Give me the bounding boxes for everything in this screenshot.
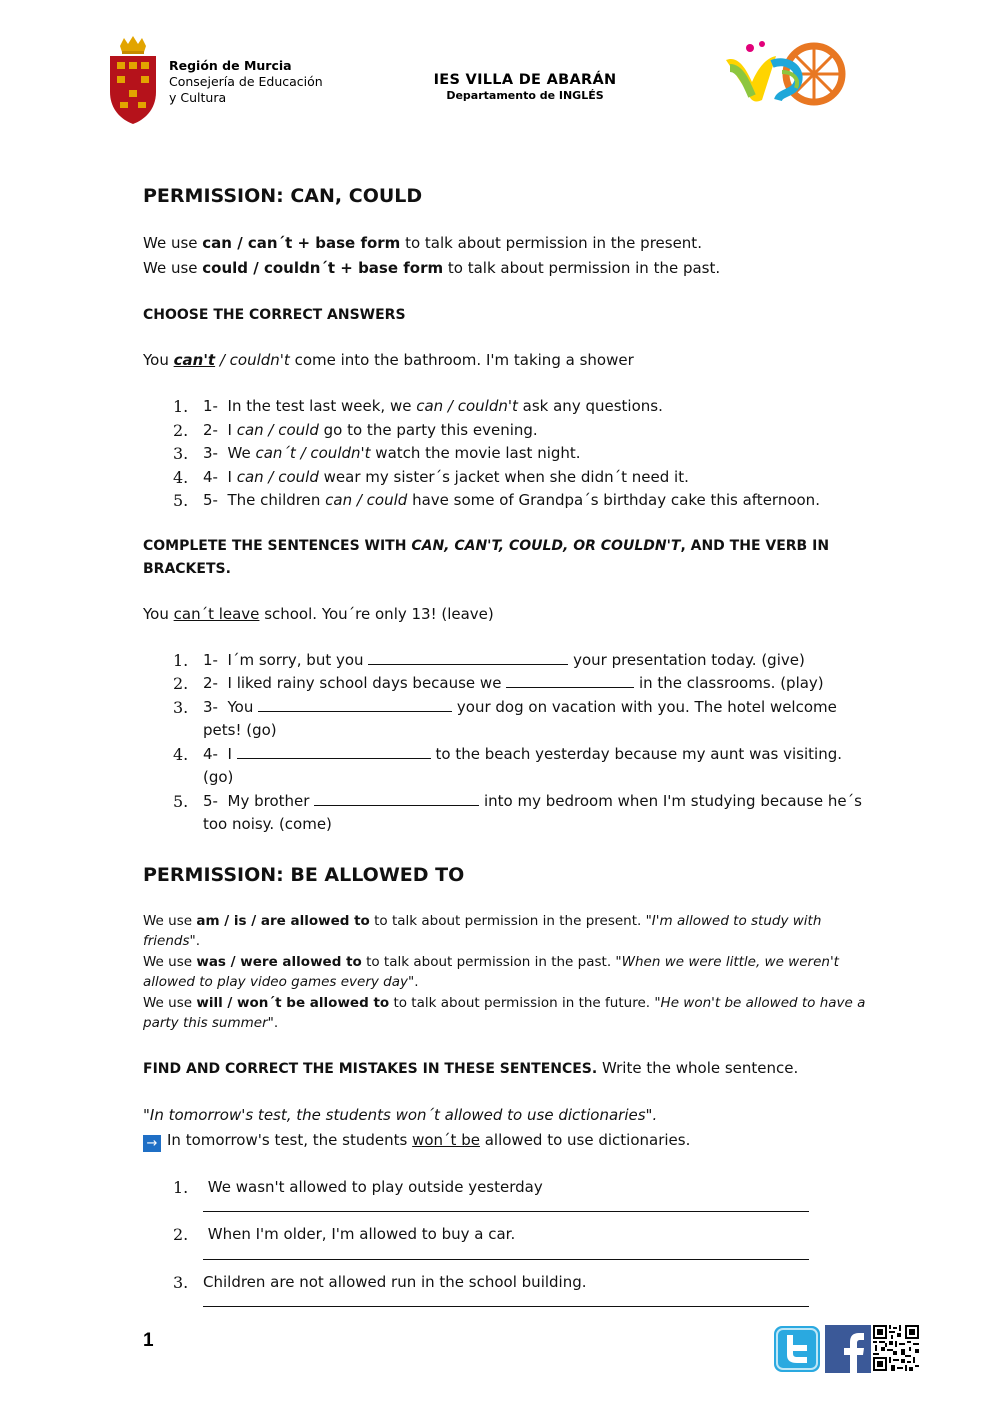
- exercise2-list: [143, 649, 873, 837]
- region-label: [169, 58, 323, 106]
- exercise2-instruction: COMPLETE THE SENTENCES WITH CAN, CAN'T, COULD, OR COULDN'T, AND THE VERB IN BRACKETS.: [143, 537, 830, 577]
- list-item: 3. 3- You your dog on vacation with you. The hotel welcome pets! (go): [173, 697, 837, 739]
- list-item: 4. 4- I to the beach yesterday because my aunt was visiting. (go): [173, 744, 842, 786]
- list-item: 4. 4- I can / could wear my sister´s jacket when she didn´t need it.: [173, 467, 689, 487]
- rule-can: We use can / can´t + base form to talk about permission in the present.: [143, 234, 702, 252]
- school-heading: [400, 72, 650, 102]
- exercise1-example: You can't / couldn't come into the bathroom. I'm taking a shower: [143, 351, 634, 369]
- murcia-crest-icon: [108, 36, 158, 124]
- facebook-icon[interactable]: [825, 1325, 871, 1373]
- answer-line[interactable]: [203, 1247, 809, 1260]
- rule-past: We use was / were allowed to to talk about permission in the past. "When we were little, we weren't allowed to play video games every day".: [143, 953, 839, 990]
- page-number: 1: [143, 1330, 154, 1351]
- list-item: 1. 1- I´m sorry, but you your presentation today. (give): [173, 650, 805, 670]
- region-department: Consejería de Educación: [169, 74, 323, 89]
- list-item: 3. 3- We can´t / couldn't watch the movie last night.: [173, 444, 581, 463]
- twitter-icon[interactable]: [773, 1325, 821, 1373]
- list-item: 2. 2- I can / could go to the party this evening.: [173, 420, 538, 440]
- exercise2-example: You can´t leave school. You´re only 13! (leave): [143, 604, 494, 623]
- exercise3-example-wrong: "In tomorrow's test, the students won´t allowed to use dictionaries".: [143, 1105, 658, 1124]
- answer-blank[interactable]: [314, 791, 479, 806]
- list-item: 3. Children are not allowed run in the school building.: [173, 1272, 587, 1292]
- exercise3-list: [143, 1176, 873, 1308]
- list-item: 2. When I'm older, I'm allowed to buy a car.: [173, 1225, 516, 1244]
- rule-future: We use will / won´t be allowed to to talk about permission in the future. "He won't be allowed to have a party this summer".: [143, 994, 866, 1031]
- answer-blank[interactable]: [237, 744, 431, 759]
- list-item: 5. 5- The children can / could have some of Grandpa´s birthday cake this afternoon.: [173, 491, 820, 510]
- rule-present: We use am / is / are allowed to to talk about permission in the present. "I'm allowed to study with friends".: [143, 912, 822, 949]
- section-title-be-allowed-to: PERMISSION: BE ALLOWED TO: [143, 863, 465, 886]
- answer-line[interactable]: [203, 1294, 809, 1307]
- answer-line[interactable]: [203, 1199, 809, 1212]
- answer-blank[interactable]: [258, 697, 452, 712]
- school-name: IES VILLA DE ABARÁN: [433, 72, 617, 88]
- exercise3-instruction: FIND AND CORRECT THE MISTAKES IN THESE SENTENCES. Write the whole sentence.: [143, 1058, 799, 1077]
- list-item: 5. 5- My brother into my bedroom when I'm studying because he´s too noisy. (come): [173, 791, 862, 833]
- exercise1-instruction: CHOOSE THE CORRECT ANSWERS: [143, 307, 406, 323]
- rule-could: We use could / couldn´t + base form to talk about permission in the past.: [143, 259, 721, 277]
- answer-blank[interactable]: [506, 673, 634, 688]
- school-logo-icon: [722, 38, 852, 114]
- qr-code-icon[interactable]: [873, 1325, 919, 1371]
- worksheet-content: [143, 180, 873, 1307]
- section-title-can-could: PERMISSION: CAN, COULD: [143, 185, 423, 207]
- list-item: 1. 1- In the test last week, we can / couldn't ask any questions.: [173, 397, 663, 416]
- exercise1-list: [143, 395, 873, 513]
- answer-blank[interactable]: [368, 650, 568, 665]
- region-name: Región de Murcia: [169, 58, 292, 73]
- list-item: 2. 2- I liked rainy school days because we in the classrooms. (play): [173, 674, 824, 693]
- arrow-right-icon: →: [143, 1135, 161, 1152]
- department-name: Departamento de INGLÉS: [446, 89, 604, 102]
- exercise3-example-fix: → In tomorrow's test, the students won´t be allowed to use dictionaries.: [143, 1129, 873, 1152]
- region-department-2: y Cultura: [169, 90, 227, 105]
- list-item: 1. We wasn't allowed to play outside yesterday: [173, 1177, 543, 1197]
